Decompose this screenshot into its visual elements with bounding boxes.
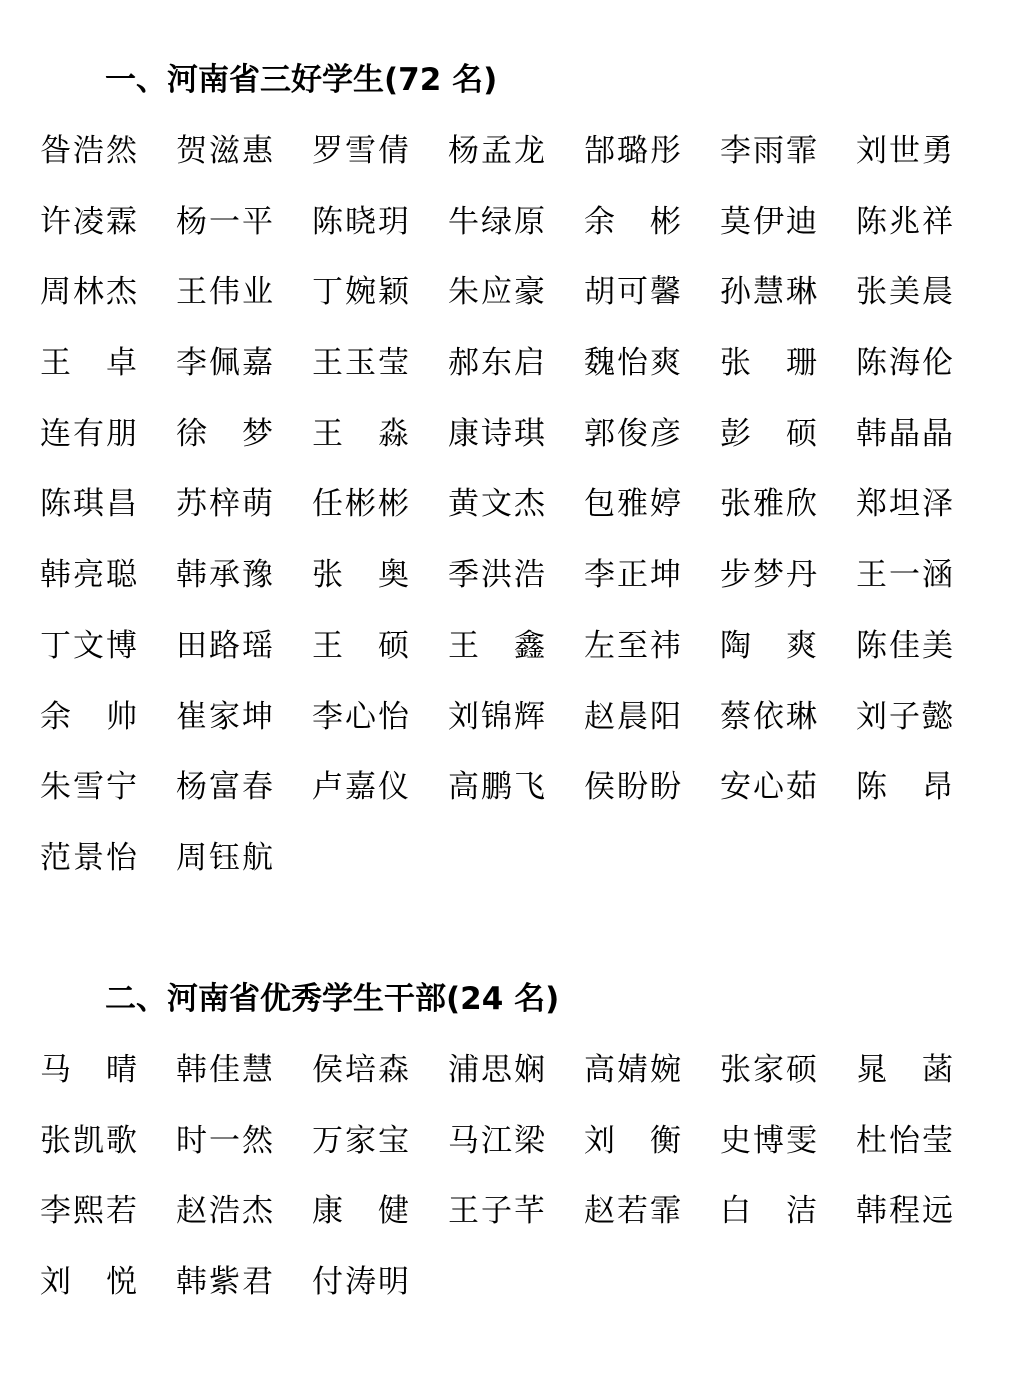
student-name: 李 心 怡 bbox=[312, 698, 409, 735]
student-name: 王 一 涵 bbox=[856, 557, 953, 594]
student-name: 付 涛 明 bbox=[312, 1264, 409, 1301]
student-name: 浦 思 娴 bbox=[448, 1052, 545, 1088]
student-name: 卢 嘉 仪 bbox=[312, 769, 409, 806]
student-name: 朱 雪 宁 bbox=[40, 769, 137, 806]
student-name: 周 钰 航 bbox=[176, 839, 273, 876]
student-name: 范 景 怡 bbox=[40, 839, 137, 876]
student-name: 王 淼 bbox=[312, 415, 409, 452]
student-name: 刘 子 懿 bbox=[856, 698, 953, 735]
student-name: 郜 璐 彤 bbox=[584, 133, 681, 169]
student-name: 杨 一 平 bbox=[176, 203, 273, 240]
student-name: 张 奥 bbox=[312, 557, 409, 594]
student-name: 陈 晓 玥 bbox=[312, 203, 409, 240]
student-name: 史 博 雯 bbox=[720, 1122, 817, 1159]
student-name: 刘 悦 bbox=[40, 1264, 137, 1301]
student-name: 孙 慧 琳 bbox=[720, 274, 817, 311]
student-name: 刘 世 勇 bbox=[856, 133, 953, 169]
student-name: 郑 坦 泽 bbox=[856, 486, 953, 523]
student-name: 万 家 宝 bbox=[312, 1122, 409, 1159]
student-name: 马 晴 bbox=[40, 1052, 137, 1088]
student-name: 张 凯 歌 bbox=[40, 1122, 137, 1159]
student-name: 张 美 晨 bbox=[856, 274, 953, 311]
student-name: 杨 富 春 bbox=[176, 769, 273, 806]
section-title-student-leaders: 二、河南省优秀学生干部(24 名) bbox=[105, 981, 560, 1017]
student-name: 王 卓 bbox=[40, 345, 137, 382]
student-name: 赵 晨 阳 bbox=[584, 698, 681, 735]
student-name: 左 至 祎 bbox=[584, 627, 681, 664]
student-name: 郭 俊 彦 bbox=[584, 415, 681, 452]
student-name: 季 洪 浩 bbox=[448, 557, 545, 594]
student-name: 王 硕 bbox=[312, 627, 409, 664]
student-name: 连 有 朋 bbox=[40, 415, 137, 452]
student-name: 魏 怡 爽 bbox=[584, 345, 681, 382]
student-name: 苏 梓 萌 bbox=[176, 486, 273, 523]
student-name: 崔 家 坤 bbox=[176, 698, 273, 735]
student-name: 余 帅 bbox=[40, 698, 137, 735]
student-name: 赵 若 霏 bbox=[584, 1193, 681, 1230]
student-name: 张 珊 bbox=[720, 345, 817, 382]
student-name: 韩 紫 君 bbox=[176, 1264, 273, 1301]
student-name: 周 林 杰 bbox=[40, 274, 137, 311]
student-name: 侯 培 森 bbox=[312, 1052, 409, 1088]
student-name: 马 江 梁 bbox=[448, 1122, 545, 1159]
student-name: 陶 爽 bbox=[720, 627, 817, 664]
student-name: 高 婧 婉 bbox=[584, 1052, 681, 1088]
student-name: 陈 海 伦 bbox=[856, 345, 953, 382]
student-name: 赵 浩 杰 bbox=[176, 1193, 273, 1230]
student-name: 丁 文 博 bbox=[40, 627, 137, 664]
student-name: 任 彬 彬 bbox=[312, 486, 409, 523]
student-name: 朱 应 豪 bbox=[448, 274, 545, 311]
student-name: 牛 绿 原 bbox=[448, 203, 545, 240]
student-name: 包 雅 婷 bbox=[584, 486, 681, 523]
student-name: 韩 佳 慧 bbox=[176, 1052, 273, 1088]
student-name: 刘 衡 bbox=[584, 1122, 681, 1159]
student-name: 徐 梦 bbox=[176, 415, 273, 452]
student-name: 韩 晶 晶 bbox=[856, 415, 953, 452]
student-name: 李 雨 霏 bbox=[720, 133, 817, 169]
student-name: 罗 雪 倩 bbox=[312, 133, 409, 169]
student-name: 康 健 bbox=[312, 1193, 409, 1230]
student-name: 黄 文 杰 bbox=[448, 486, 545, 523]
student-name: 张 家 硕 bbox=[720, 1052, 817, 1088]
student-name: 杜 怡 莹 bbox=[856, 1122, 953, 1159]
student-name: 晁 菡 bbox=[856, 1052, 953, 1088]
student-name: 胡 可 馨 bbox=[584, 274, 681, 311]
student-name: 李 熙 若 bbox=[40, 1193, 137, 1230]
student-name: 韩 程 远 bbox=[856, 1193, 953, 1230]
student-name: 彭 硕 bbox=[720, 415, 817, 452]
merit-students-name-list bbox=[40, 116, 992, 894]
student-name: 昝 浩 然 bbox=[40, 133, 137, 169]
student-name: 陈 琪 昌 bbox=[40, 486, 137, 523]
student-name: 时 一 然 bbox=[176, 1122, 273, 1159]
student-name: 莫 伊 迪 bbox=[720, 203, 817, 240]
student-name: 贺 滋 惠 bbox=[176, 133, 273, 169]
student-name: 郝 东 启 bbox=[448, 345, 545, 382]
student-name: 王 鑫 bbox=[448, 627, 545, 664]
student-name: 陈 昂 bbox=[856, 769, 953, 806]
student-name: 高 鹏 飞 bbox=[448, 769, 545, 806]
student-name: 安 心 茹 bbox=[720, 769, 817, 806]
student-name: 步 梦 丹 bbox=[720, 557, 817, 594]
student-name: 李 佩 嘉 bbox=[176, 345, 273, 382]
student-name: 丁 婉 颖 bbox=[312, 274, 409, 311]
student-name: 陈 兆 祥 bbox=[856, 203, 953, 240]
student-name: 刘 锦 辉 bbox=[448, 698, 545, 735]
student-name: 余 彬 bbox=[584, 203, 681, 240]
student-name: 田 路 瑶 bbox=[176, 627, 273, 664]
student-name: 王 玉 莹 bbox=[312, 345, 409, 382]
student-name: 蔡 依 琳 bbox=[720, 698, 817, 735]
student-name: 许 凌 霖 bbox=[40, 203, 137, 240]
student-name: 康 诗 琪 bbox=[448, 415, 545, 452]
student-name: 韩 承 豫 bbox=[176, 557, 273, 594]
student-leaders-name-list bbox=[40, 1035, 992, 1318]
student-name: 白 洁 bbox=[720, 1193, 817, 1230]
student-name: 王 伟 业 bbox=[176, 274, 273, 311]
student-name: 陈 佳 美 bbox=[856, 627, 953, 664]
student-name: 侯 盼 盼 bbox=[584, 769, 681, 806]
section-title-merit-students: 一、河南省三好学生(72 名) bbox=[105, 62, 498, 98]
student-name: 杨 孟 龙 bbox=[448, 133, 545, 169]
student-name: 韩 亮 聪 bbox=[40, 557, 137, 594]
student-name: 李 正 坤 bbox=[584, 557, 681, 594]
student-name: 王 子 芊 bbox=[448, 1193, 545, 1230]
student-name: 张 雅 欣 bbox=[720, 486, 817, 523]
